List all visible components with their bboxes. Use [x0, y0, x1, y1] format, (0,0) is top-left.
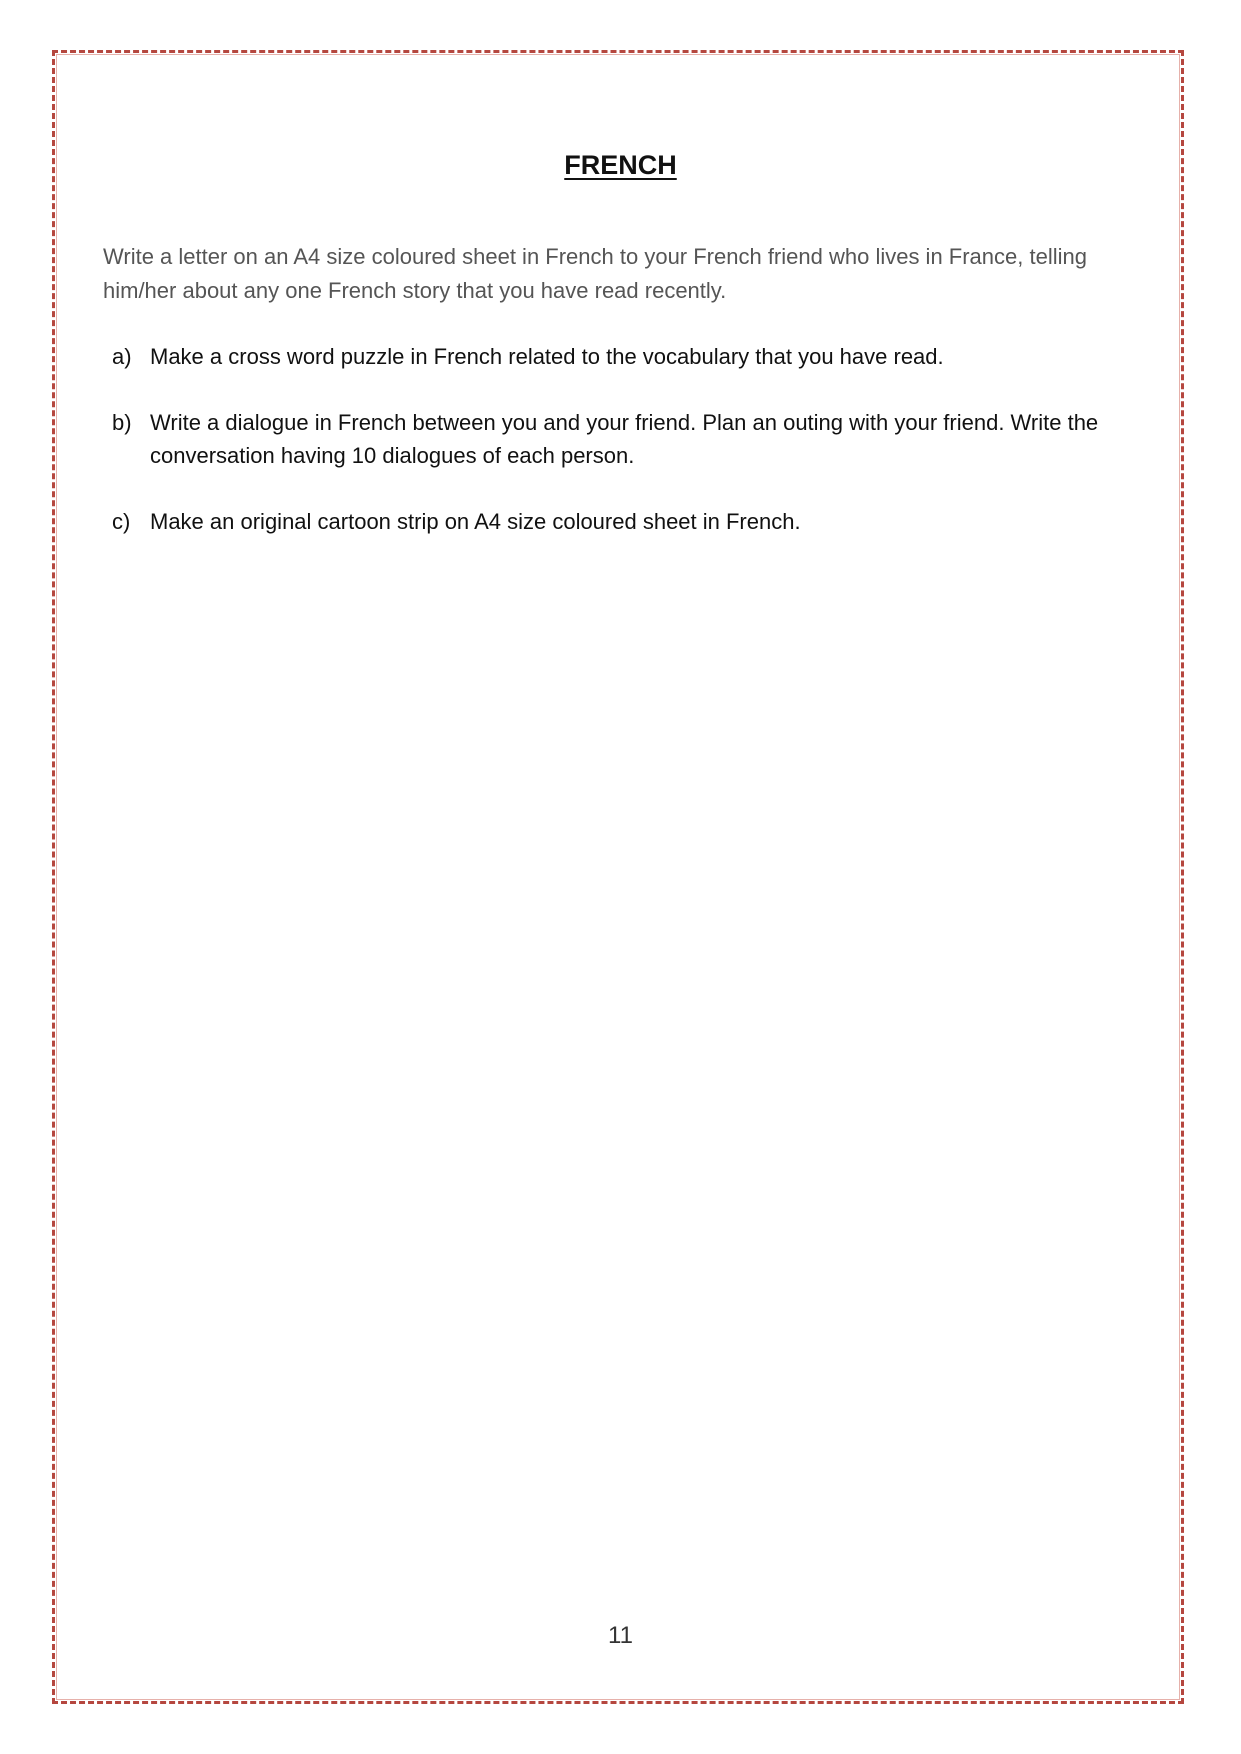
task-item-c	[103, 505, 1123, 538]
task-item-a	[103, 340, 1123, 373]
task-text: Write a dialogue in French between you and your friend. Plan an outing with your friend. Write the conversation having 10 dialogues of each person.	[150, 410, 1099, 468]
page-title: FRENCH	[564, 150, 677, 180]
task-text: Make an original cartoon strip on A4 size coloured sheet in French.	[150, 509, 801, 534]
task-marker: b)	[112, 410, 132, 435]
page-number: 11	[608, 1622, 633, 1649]
task-item-b	[103, 406, 1123, 472]
intro-paragraph: Write a letter on an A4 size coloured sheet in French to your French friend who lives in France, telling him/her about any one French story that you have read recently.	[103, 244, 1087, 303]
task-list	[103, 340, 1123, 571]
task-text: Make a cross word puzzle in French related to the vocabulary that you have read.	[150, 344, 944, 369]
task-marker: c)	[112, 509, 131, 534]
task-marker: a)	[112, 344, 132, 369]
